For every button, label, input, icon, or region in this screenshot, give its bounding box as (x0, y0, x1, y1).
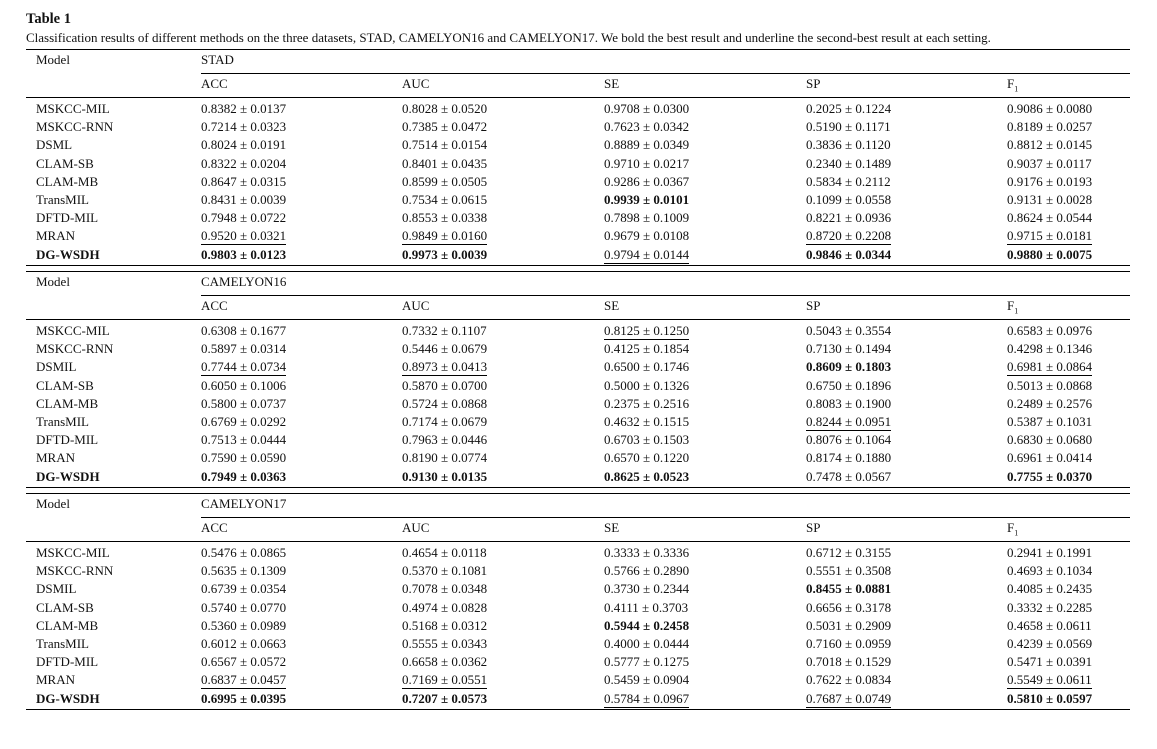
top-rule (26, 49, 1130, 50)
model-name: MSKCC-MIL (36, 323, 110, 338)
table-cell: 0.7755 ± 0.0370 (1007, 468, 1093, 484)
table-cell: 0.9939 ± 0.0101 (604, 192, 690, 207)
model-name: CLAM-SB (36, 377, 94, 393)
table-cell: 0.9973 ± 0.0039 (402, 246, 488, 262)
table-cell: 0.5724 ± 0.0868 (402, 395, 488, 411)
table-caption: Classification results of different methods on the three datasets, STAD, CAMELYON16 and CAMELYON17. We bold the best result and underline the second-best result at each setting. (26, 30, 991, 45)
table-cell: 0.6308 ± 0.1677 (201, 323, 287, 338)
table-cell: 0.8812 ± 0.0145 (1007, 137, 1093, 153)
table-cell: 0.7623 ± 0.0342 (604, 119, 690, 135)
top-rule (26, 271, 1130, 272)
model-name: DSML (36, 137, 73, 153)
table-cell: 0.7534 ± 0.0615 (402, 192, 488, 207)
dataset-rule (201, 517, 1130, 518)
table-cell: 0.8174 ± 0.1880 (806, 450, 892, 466)
table-cell: 0.4298 ± 0.1346 (1007, 341, 1093, 357)
table-cell: 0.7948 ± 0.0722 (201, 210, 287, 226)
model-name: DSMIL (36, 581, 77, 597)
table-cell: 0.7963 ± 0.0446 (402, 432, 488, 448)
model-name: TransMIL (36, 636, 89, 651)
table-cell: 0.6567 ± 0.0572 (201, 654, 287, 670)
table-cell: 0.9176 ± 0.0193 (1007, 173, 1093, 189)
table-cell: 0.1099 ± 0.0558 (806, 192, 892, 207)
table-cell: 0.5471 ± 0.0391 (1007, 654, 1093, 670)
table-cell: 0.6656 ± 0.3178 (806, 599, 892, 615)
top-rule (26, 493, 1130, 494)
table-cell: 0.5551 ± 0.3508 (806, 563, 892, 579)
table-cell: 0.8221 ± 0.0936 (806, 210, 892, 226)
table-cell: 0.7214 ± 0.0323 (201, 119, 287, 135)
metric-header-acc: ACC (201, 298, 228, 313)
table-cell: 0.9710 ± 0.0217 (604, 155, 690, 171)
table-cell: 0.9130 ± 0.0135 (402, 468, 488, 484)
table-cell: 0.8401 ± 0.0435 (402, 155, 488, 171)
table-cell: 0.5031 ± 0.2909 (806, 617, 892, 633)
table-cell: 0.9131 ± 0.0028 (1007, 192, 1093, 207)
results-table (26, 46, 1130, 712)
table-cell: 0.6837 ± 0.0457 (201, 672, 287, 688)
table-cell: 0.6830 ± 0.0680 (1007, 432, 1093, 448)
table-cell: 0.7130 ± 0.1494 (806, 341, 892, 357)
table-cell: 0.5555 ± 0.0343 (402, 636, 488, 651)
table-cell: 0.8599 ± 0.0505 (402, 173, 488, 189)
metric-subscript: 1 (1014, 306, 1019, 316)
table-cell: 0.7590 ± 0.0590 (201, 450, 287, 466)
dataset-header: STAD (201, 52, 234, 67)
table-cell: 0.3333 ± 0.3336 (604, 545, 690, 560)
table-cell: 0.4000 ± 0.0444 (604, 636, 690, 651)
table-cell: 0.2489 ± 0.2576 (1007, 395, 1093, 411)
bottom-rule (26, 265, 1130, 266)
table-section-camelyon17 (26, 490, 1130, 712)
table-cell: 0.5168 ± 0.0312 (402, 617, 488, 633)
table-cell: 0.6750 ± 0.1896 (806, 377, 892, 393)
table-cell: 0.4125 ± 0.1854 (604, 341, 690, 357)
model-name: CLAM-SB (36, 155, 94, 171)
table-cell: 0.7385 ± 0.0472 (402, 119, 488, 135)
metric-header-acc: ACC (201, 76, 228, 91)
metric-header-f: $F_1$ (1007, 520, 1019, 538)
table-cell: 0.7160 ± 0.0959 (806, 636, 892, 651)
metric-header-sp: SP (806, 520, 821, 535)
header-rule (26, 319, 1130, 320)
table-cell: 0.8720 ± 0.2208 (806, 228, 892, 244)
model-header: Model (36, 496, 70, 511)
table-cell: 0.9803 ± 0.0123 (201, 246, 287, 262)
table-cell: 0.7949 ± 0.0363 (201, 468, 287, 484)
metric-header-se: SE (604, 76, 620, 91)
model-name: MRAN (36, 450, 76, 466)
table-cell: 0.5800 ± 0.0737 (201, 395, 287, 411)
model-name: MSKCC-MIL (36, 545, 110, 560)
table-cell: 0.6703 ± 0.1503 (604, 432, 690, 448)
table-cell: 0.8431 ± 0.0039 (201, 192, 287, 207)
dataset-rule (201, 73, 1130, 74)
table-cell: 0.3836 ± 0.1120 (806, 137, 891, 153)
table-cell: 0.6981 ± 0.0864 (1007, 359, 1093, 375)
table-cell: 0.7478 ± 0.0567 (806, 468, 892, 484)
table-cell: 0.4111 ± 0.3703 (604, 599, 689, 615)
table-cell: 0.9880 ± 0.0075 (1007, 246, 1093, 262)
metric-header-se: SE (604, 520, 620, 535)
model-name: MSKCC-RNN (36, 341, 114, 357)
metric-header-sp: SP (806, 298, 821, 313)
model-name: MRAN (36, 672, 76, 688)
metric-header-f: $F_1$ (1007, 298, 1019, 316)
table-cell: 0.6012 ± 0.0663 (201, 636, 287, 651)
table-cell: 0.2340 ± 0.1489 (806, 155, 892, 171)
metric-header-auc: AUC (402, 298, 430, 313)
table-cell: 0.3730 ± 0.2344 (604, 581, 690, 597)
table-cell: 0.2941 ± 0.1991 (1007, 545, 1093, 560)
model-name: CLAM-MB (36, 617, 99, 633)
model-name: CLAM-MB (36, 395, 99, 411)
table-cell: 0.2375 ± 0.2516 (604, 395, 690, 411)
table-cell: 0.6658 ± 0.0362 (402, 654, 488, 670)
table-cell: 0.8125 ± 0.1250 (604, 323, 690, 338)
bottom-rule (26, 487, 1130, 488)
table-cell: 0.9715 ± 0.0181 (1007, 228, 1093, 244)
model-name: DFTD-MIL (36, 210, 99, 226)
model-header: Model (36, 274, 70, 289)
table-cell: 0.7513 ± 0.0444 (201, 432, 287, 448)
metric-header-sp: SP (806, 76, 821, 91)
table-cell: 0.7174 ± 0.0679 (402, 414, 488, 429)
model-name: DG-WSDH (36, 690, 100, 706)
table-cell: 0.8647 ± 0.0315 (201, 173, 287, 189)
table-cell: 0.5387 ± 0.1031 (1007, 414, 1093, 429)
table-cell: 0.5370 ± 0.1081 (402, 563, 488, 579)
table-cell: 0.7514 ± 0.0154 (402, 137, 488, 153)
metric-subscript: 1 (1014, 84, 1019, 94)
table-cell: 0.7018 ± 0.1529 (806, 654, 892, 670)
table-section-camelyon16 (26, 268, 1130, 490)
table-cell: 0.5635 ± 0.1309 (201, 563, 287, 579)
table-cell: 0.5476 ± 0.0865 (201, 545, 287, 560)
table-cell: 0.6769 ± 0.0292 (201, 414, 287, 429)
table-cell: 0.8028 ± 0.0520 (402, 101, 488, 116)
dataset-header: CAMELYON16 (201, 274, 287, 289)
bottom-rule (26, 709, 1130, 710)
table-cell: 0.6961 ± 0.0414 (1007, 450, 1093, 466)
dataset-header: CAMELYON17 (201, 496, 287, 511)
table-cell: 0.8455 ± 0.0881 (806, 581, 892, 597)
metric-header-f: $F_1$ (1007, 76, 1019, 94)
table-cell: 0.6739 ± 0.0354 (201, 581, 287, 597)
table-cell: 0.8244 ± 0.0951 (806, 414, 892, 429)
model-name: TransMIL (36, 414, 89, 429)
table-cell: 0.8322 ± 0.0204 (201, 155, 287, 171)
header-rule (26, 97, 1130, 98)
table-cell: 0.4239 ± 0.0569 (1007, 636, 1093, 651)
table-cell: 0.5459 ± 0.0904 (604, 672, 690, 688)
table-cell: 0.5043 ± 0.3554 (806, 323, 892, 338)
table-cell: 0.5190 ± 0.1171 (806, 119, 891, 135)
table-title: Table 1 (26, 11, 71, 27)
table-cell: 0.8083 ± 0.1900 (806, 395, 892, 411)
table-cell: 0.9679 ± 0.0108 (604, 228, 690, 244)
table-cell: 0.5549 ± 0.0611 (1007, 672, 1092, 688)
table-cell: 0.7622 ± 0.0834 (806, 672, 892, 688)
table-cell: 0.5784 ± 0.0967 (604, 690, 690, 706)
table-cell: 0.9520 ± 0.0321 (201, 228, 287, 244)
metric-header-acc: ACC (201, 520, 228, 535)
table-cell: 0.5360 ± 0.0989 (201, 617, 287, 633)
results-table-figure (26, 10, 1130, 712)
model-name: CLAM-MB (36, 173, 99, 189)
table-cell: 0.4974 ± 0.0828 (402, 599, 488, 615)
model-name: MSKCC-MIL (36, 101, 110, 116)
table-cell: 0.7332 ± 0.1107 (402, 323, 487, 338)
table-cell: 0.6712 ± 0.3155 (806, 545, 892, 560)
table-cell: 0.5944 ± 0.2458 (604, 617, 690, 633)
table-cell: 0.8190 ± 0.0774 (402, 450, 488, 466)
table-cell: 0.5740 ± 0.0770 (201, 599, 287, 615)
table-cell: 0.5870 ± 0.0700 (402, 377, 488, 393)
model-name: DG-WSDH (36, 246, 100, 262)
table-cell: 0.9846 ± 0.0344 (806, 246, 892, 262)
table-cell: 0.8624 ± 0.0544 (1007, 210, 1093, 226)
table-cell: 0.5013 ± 0.0868 (1007, 377, 1093, 393)
table-cell: 0.8189 ± 0.0257 (1007, 119, 1093, 135)
table-section-stad (26, 46, 1130, 268)
dataset-rule (201, 295, 1130, 296)
table-cell: 0.4693 ± 0.1034 (1007, 563, 1093, 579)
model-name: TransMIL (36, 192, 89, 207)
model-name: DSMIL (36, 359, 77, 375)
table-cell: 0.5777 ± 0.1275 (604, 654, 690, 670)
table-cell: 0.2025 ± 0.1224 (806, 101, 892, 116)
table-cell: 0.5766 ± 0.2890 (604, 563, 690, 579)
table-cell: 0.5446 ± 0.0679 (402, 341, 488, 357)
table-cell: 0.4654 ± 0.0118 (402, 545, 487, 560)
metric-subscript: 1 (1014, 528, 1019, 538)
table-cell: 0.8076 ± 0.1064 (806, 432, 892, 448)
model-name: DFTD-MIL (36, 432, 99, 448)
model-name: CLAM-SB (36, 599, 94, 615)
table-cell: 0.7898 ± 0.1009 (604, 210, 690, 226)
table-cell: 0.9849 ± 0.0160 (402, 228, 488, 244)
table-cell: 0.8553 ± 0.0338 (402, 210, 488, 226)
table-cell: 0.7207 ± 0.0573 (402, 690, 488, 706)
table-cell: 0.6570 ± 0.1220 (604, 450, 690, 466)
table-cell: 0.6995 ± 0.0395 (201, 690, 287, 706)
table-cell: 0.7744 ± 0.0734 (201, 359, 287, 375)
metric-header-auc: AUC (402, 520, 430, 535)
table-cell: 0.4658 ± 0.0611 (1007, 617, 1092, 633)
table-cell: 0.5834 ± 0.2112 (806, 173, 891, 189)
table-cell: 0.8609 ± 0.1803 (806, 359, 892, 375)
table-cell: 0.5000 ± 0.1326 (604, 377, 690, 393)
table-cell: 0.4085 ± 0.2435 (1007, 581, 1093, 597)
metric-header-se: SE (604, 298, 620, 313)
table-cell: 0.8024 ± 0.0191 (201, 137, 287, 153)
model-name: DG-WSDH (36, 468, 100, 484)
table-cell: 0.7687 ± 0.0749 (806, 690, 892, 706)
table-cell: 0.9286 ± 0.0367 (604, 173, 690, 189)
model-name: MSKCC-RNN (36, 119, 114, 135)
table-cell: 0.6583 ± 0.0976 (1007, 323, 1093, 338)
table-cell: 0.7078 ± 0.0348 (402, 581, 488, 597)
table-cell: 0.9794 ± 0.0144 (604, 246, 690, 262)
model-name: MRAN (36, 228, 76, 244)
model-header: Model (36, 52, 70, 67)
table-cell: 0.8973 ± 0.0413 (402, 359, 488, 375)
table-cell: 0.3332 ± 0.2285 (1007, 599, 1093, 615)
table-cell: 0.9037 ± 0.0117 (1007, 155, 1092, 171)
table-cell: 0.7169 ± 0.0551 (402, 672, 488, 688)
table-cell: 0.8625 ± 0.0523 (604, 468, 690, 484)
model-name: MSKCC-RNN (36, 563, 114, 579)
table-cell: 0.8382 ± 0.0137 (201, 101, 287, 116)
table-cell: 0.9086 ± 0.0080 (1007, 101, 1093, 116)
metric-header-auc: AUC (402, 76, 430, 91)
table-cell: 0.6500 ± 0.1746 (604, 359, 690, 375)
header-rule (26, 541, 1130, 542)
model-name: DFTD-MIL (36, 654, 99, 670)
table-cell: 0.4632 ± 0.1515 (604, 414, 690, 429)
table-cell: 0.5897 ± 0.0314 (201, 341, 287, 357)
table-cell: 0.6050 ± 0.1006 (201, 377, 287, 393)
table-cell: 0.8889 ± 0.0349 (604, 137, 690, 153)
table-cell: 0.5810 ± 0.0597 (1007, 690, 1093, 706)
table-cell: 0.9708 ± 0.0300 (604, 101, 690, 116)
